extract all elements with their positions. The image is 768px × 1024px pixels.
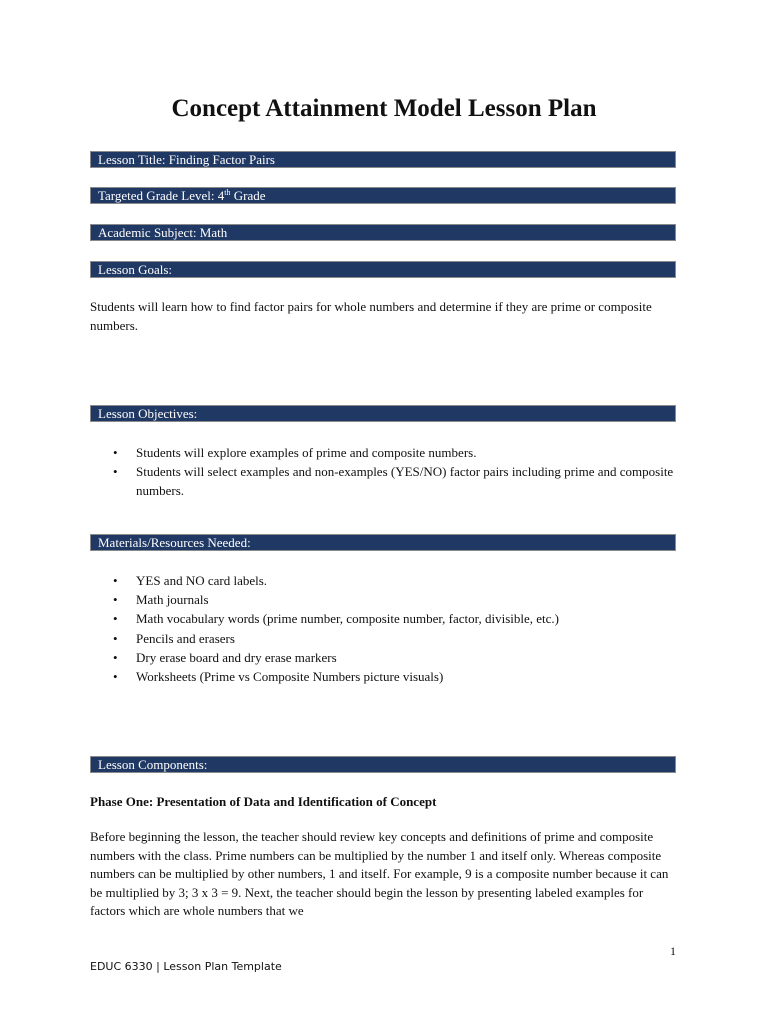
objectives-list (90, 443, 680, 501)
lesson-objectives-label: Lesson Objectives: (98, 406, 198, 421)
list-item (90, 609, 680, 628)
academic-subject-text: Academic Subject: Math (98, 225, 228, 240)
grade-level-label: Targeted Grade Level: 4 (98, 188, 225, 203)
lesson-components-label: Lesson Components: (98, 757, 208, 772)
lesson-goals-header (90, 261, 676, 278)
bullet-icon: • (113, 630, 118, 646)
lesson-title-text: Lesson Title: Finding Factor Pairs (98, 152, 275, 167)
grade-level-bar (90, 187, 676, 204)
list-item (90, 462, 680, 500)
material-text: Math journals (136, 592, 209, 608)
objective-text: Students will explore examples of prime and composite numbers. (136, 445, 477, 460)
bullet-icon: • (113, 649, 118, 665)
bullet-icon: • (113, 445, 118, 460)
phase-one-text: Before beginning the lesson, the teacher should review key concepts and definitions of prime and composite numbers with the class. Prime numbers can be multiplied by the number 1 and itself only. Whereas composite numbers can be multiplied by other numbers, 1 and itself. For example, 9 is a composite number because it can be multiplied by 3; 3 x 3 = 9. Next, the teacher should begin the lesson by presenting labeled examples for factors which are whole numbers that we (90, 829, 669, 919)
material-text: Math vocabulary words (prime number, composite number, factor, divisible, etc.) (136, 611, 559, 627)
grade-level-superscript: th (224, 188, 231, 197)
lesson-components-header (90, 756, 676, 773)
list-item (90, 629, 680, 648)
objective-text: Students will select examples and non-examples (YES/NO) factor pairs including prime and composite numbers. (136, 464, 674, 499)
materials-label: Materials/Resources Needed: (98, 535, 251, 550)
bullet-icon: • (113, 464, 118, 480)
lesson-title-bar (90, 151, 676, 168)
grade-level-suffix: Grade (230, 188, 266, 203)
lesson-goals-text: Students will learn how to find factor pairs for whole numbers and determine if they are prime or composite numbers. (90, 299, 652, 333)
bullet-icon: • (113, 573, 118, 588)
document-title: Concept Attainment Model Lesson Plan (171, 95, 597, 122)
material-text: Pencils and erasers (136, 630, 235, 646)
page-number: 1 (670, 944, 676, 958)
list-item (90, 571, 680, 590)
phase-one-heading: Phase One: Presentation of Data and Identification of Concept (90, 794, 437, 809)
materials-list (90, 571, 680, 686)
material-text: YES and NO card labels. (136, 573, 268, 588)
lesson-goals-label: Lesson Goals: (98, 262, 173, 277)
bullet-icon: • (113, 611, 118, 627)
page-footer: EDUC 6330 | Lesson Plan Template (90, 960, 282, 973)
list-item (90, 443, 680, 462)
academic-subject-bar (90, 224, 676, 241)
material-text: Dry erase board and dry erase markers (136, 649, 337, 665)
materials-header (90, 534, 676, 551)
list-item (90, 590, 680, 609)
material-text: Worksheets (Prime vs Composite Numbers picture visuals) (136, 669, 444, 685)
list-item (90, 667, 680, 686)
bullet-icon: • (113, 592, 118, 608)
lesson-objectives-header (90, 405, 676, 422)
list-item (90, 648, 680, 667)
bullet-icon: • (113, 669, 118, 685)
